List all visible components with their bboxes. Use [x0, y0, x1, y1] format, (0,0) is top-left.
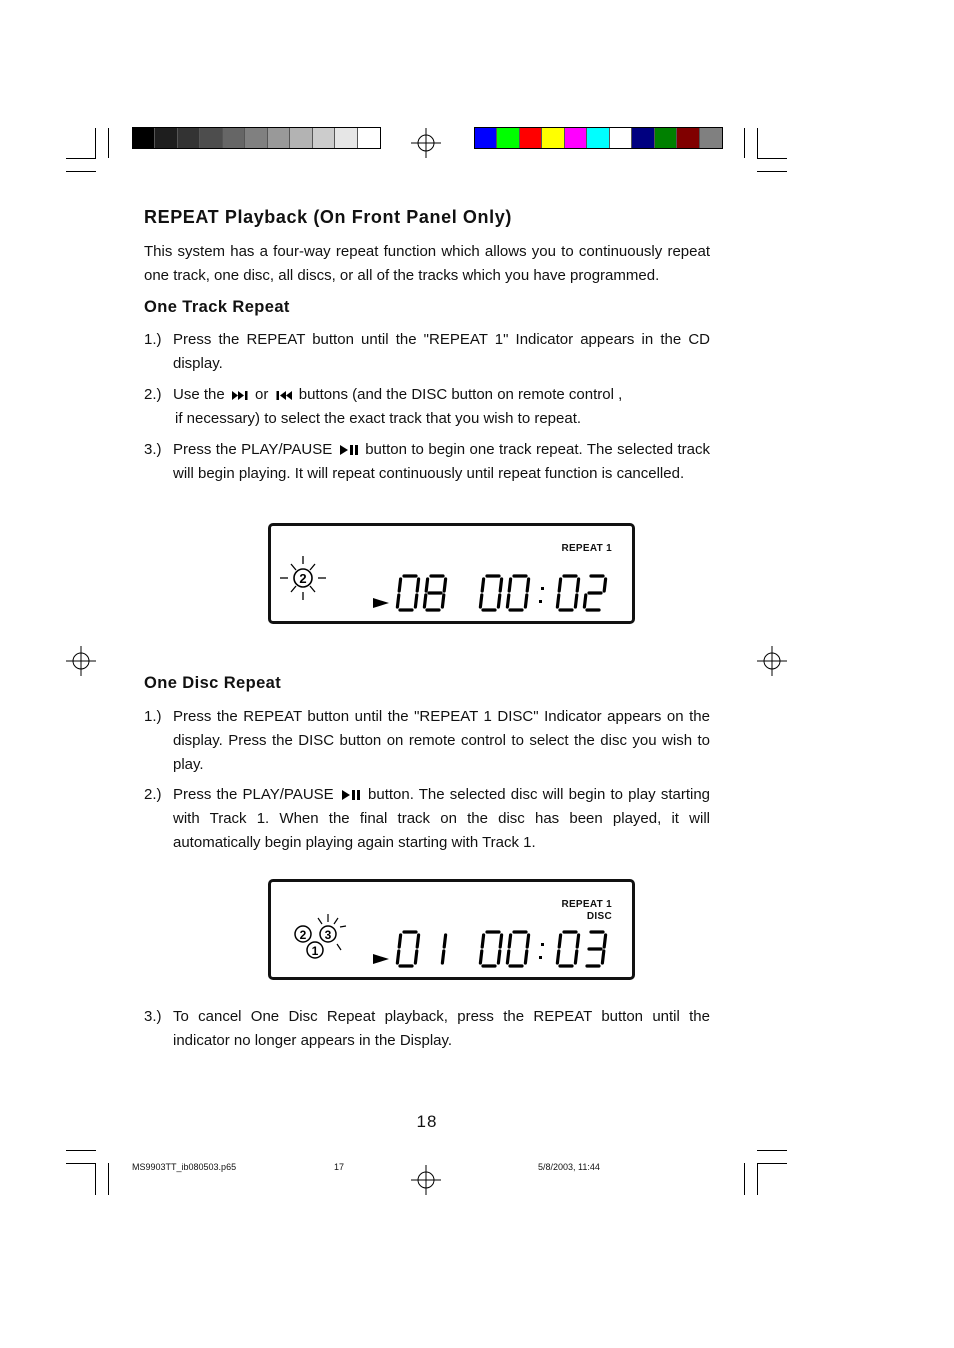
step-number: 1.): [144, 331, 162, 348]
lcd-track-time-readout: [271, 882, 632, 977]
one-track-heading: One Track Repeat: [144, 298, 290, 316]
footer-filename: MS9903TT_ib080503.p65: [132, 1162, 237, 1172]
lcd-digit: [442, 935, 445, 963]
play-pause-icon: [342, 790, 360, 800]
color-swatch: [520, 128, 542, 148]
crop-mark: [108, 128, 109, 158]
lcd-colon: [539, 600, 542, 603]
color-swatch: [358, 128, 380, 148]
skip-back-icon: [276, 391, 292, 400]
color-swatch: [133, 128, 155, 148]
svg-text:1: 1: [311, 944, 319, 958]
crop-mark: [757, 128, 758, 158]
lcd-colon: [539, 956, 542, 959]
step-text: Press the PLAY/PAUSE: [173, 786, 334, 803]
step-text: button. The selected disc will begin to play starting with Track 1. When the final track on the disc has been played, it will automatically begin playing again starting with Track 1.: [173, 786, 711, 851]
registration-mark-icon: [66, 646, 96, 676]
color-swatch: [223, 128, 245, 148]
one-disc-step-1: [144, 705, 710, 777]
lcd-digit: [480, 576, 501, 610]
lcd-digit: [397, 932, 418, 966]
color-swatch: [700, 128, 722, 148]
lcd-digit: [587, 932, 606, 966]
color-swatch: [655, 128, 677, 148]
one-disc-step-2: [144, 783, 710, 855]
one-track-step-3: [144, 438, 710, 486]
repeat-1-label: REPEAT 1: [561, 899, 612, 910]
crop-mark: [744, 128, 745, 158]
lcd-digit: [584, 576, 605, 610]
footer-date: 5/8/2003, 11:44: [538, 1162, 600, 1172]
one-disc-heading: One Disc Repeat: [144, 674, 282, 692]
lcd-digit: [557, 932, 578, 966]
step-number: 2.): [144, 786, 162, 803]
step-number: 3.): [144, 1008, 162, 1025]
lcd-display-one-track: [268, 523, 635, 624]
one-track-step-2: [144, 383, 710, 431]
svg-text:2: 2: [299, 928, 307, 942]
one-disc-step-3: [144, 1005, 710, 1053]
step-text: buttons (and the DISC button on remote control ,: [298, 386, 623, 403]
color-calibration-bar: [474, 127, 723, 149]
lcd-digit: [507, 576, 528, 610]
crop-mark: [757, 158, 787, 159]
lcd-digit: [507, 932, 528, 966]
color-swatch: [268, 128, 290, 148]
crop-mark: [66, 1163, 96, 1164]
step-text: or: [255, 386, 269, 403]
crop-mark: [66, 171, 96, 172]
crop-mark: [108, 1163, 109, 1195]
footer-page: 17: [334, 1162, 345, 1172]
step-text: button to begin one track repeat. The selected track will begin playing. It will repeat continuously until repeat function is cancelled.: [173, 441, 711, 482]
registration-mark-icon: [757, 646, 787, 676]
step-number: 2.): [144, 386, 162, 403]
intro-paragraph: This system has a four-way repeat function which allows you to continuously repeat one track, one disc, all discs, or all of the tracks which you have programmed.: [144, 243, 710, 284]
color-swatch: [290, 128, 312, 148]
lcd-track-time-readout: [271, 526, 632, 621]
color-swatch: [497, 128, 519, 148]
crop-mark: [744, 1163, 745, 1195]
step-text: if necessary) to select the exact track that you wish to repeat.: [175, 410, 582, 427]
color-swatch: [677, 128, 699, 148]
repeat-1-indicator: REPEAT 1: [561, 543, 612, 554]
step-text: Press the PLAY/PAUSE: [173, 441, 333, 458]
color-swatch: [245, 128, 267, 148]
lcd-digit: [557, 576, 578, 610]
crop-mark: [66, 1150, 96, 1151]
registration-mark-icon: [411, 1165, 441, 1195]
lcd-colon: [541, 943, 544, 946]
color-swatch: [475, 128, 497, 148]
color-swatch: [542, 128, 564, 148]
lcd-display-one-disc: [268, 879, 635, 980]
crop-mark: [66, 158, 96, 159]
lcd-digit: [424, 576, 445, 610]
step-text: Press the REPEAT button until the "REPEAT 1" Indicator appears in the CD display.: [173, 331, 710, 372]
step-number: 3.): [144, 441, 162, 458]
crop-mark: [757, 1163, 758, 1195]
grayscale-calibration-bar: [132, 127, 381, 149]
page-number: 18: [416, 1112, 438, 1131]
one-track-step-1: [144, 328, 710, 376]
color-swatch: [155, 128, 177, 148]
step-text: To cancel One Disc Repeat playback, press the REPEAT button until the indicator no longer appears in the Display.: [173, 1008, 710, 1049]
play-pause-icon: [340, 445, 358, 455]
crop-mark: [95, 1163, 96, 1195]
step-text: Press the REPEAT button until the "REPEAT 1 DISC" Indicator appears on the display. Press the DISC button on remote control to select the disc you wish to play.: [173, 708, 710, 773]
step-text: Use the: [173, 386, 225, 403]
crop-mark: [757, 171, 787, 172]
color-swatch: [200, 128, 222, 148]
color-swatch: [565, 128, 587, 148]
crop-mark: [95, 128, 96, 158]
registration-mark-icon: [411, 128, 441, 158]
crop-mark: [757, 1163, 787, 1164]
color-swatch: [313, 128, 335, 148]
page-title: REPEAT Playback (On Front Panel Only): [144, 207, 512, 227]
crop-mark: [757, 1150, 787, 1151]
color-swatch: [178, 128, 200, 148]
svg-text:3: 3: [324, 928, 332, 942]
skip-forward-icon: [232, 391, 248, 400]
lcd-digit: [480, 932, 501, 966]
step-number: 1.): [144, 708, 162, 725]
color-swatch: [632, 128, 654, 148]
svg-text:2: 2: [299, 571, 307, 586]
color-swatch: [335, 128, 357, 148]
lcd-digit: [397, 576, 418, 610]
lcd-colon: [541, 587, 544, 590]
color-swatch: [587, 128, 609, 148]
color-swatch: [610, 128, 632, 148]
disc-label: DISC: [586, 911, 612, 922]
